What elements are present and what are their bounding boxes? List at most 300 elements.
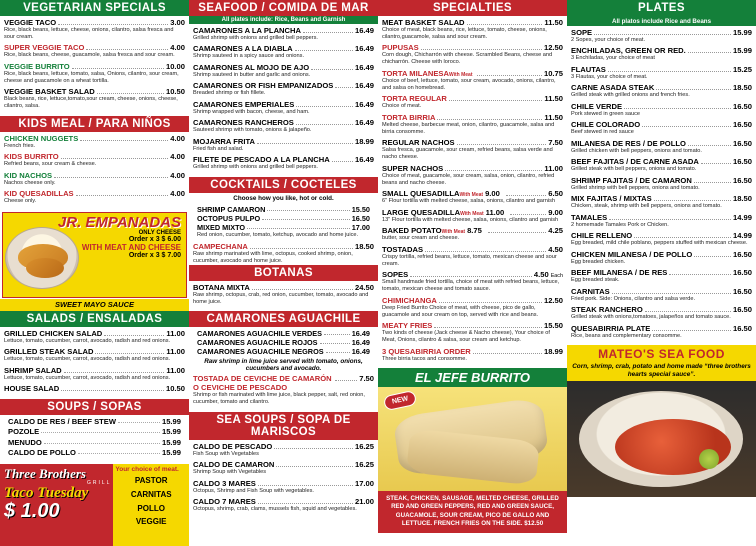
leader-dots <box>652 325 731 331</box>
item-name: CAMARONES EMPERIALES <box>193 99 295 109</box>
item-price: 18.99 <box>543 346 563 356</box>
item-price: 21.00 <box>354 497 374 507</box>
plates-items-list <box>567 26 756 345</box>
item-name: GRILLED CHICKEN SALAD <box>4 328 103 338</box>
leader-dots <box>694 177 731 183</box>
menu-item[interactable] <box>193 214 374 223</box>
with-meat-badge: With Meat <box>460 210 484 217</box>
menu-item[interactable] <box>571 157 752 173</box>
section-header-salads: SALADS / ENSALADAS <box>0 311 189 327</box>
leader-dots <box>634 232 731 238</box>
item-description: Corn dough, Chicharrón with cheese. Scrambled Beans, cheese and chicharrón. Cheese with loroco. <box>382 52 553 66</box>
leader-dots <box>97 88 164 94</box>
menu-item[interactable] <box>571 176 752 192</box>
item-description: Rice, black beans, lettuce, cheese, onions, cilantro, salsa fresca and sour cream. <box>4 27 174 40</box>
item-price: 16.49 <box>354 118 374 128</box>
item-price: 15.99 <box>161 427 181 437</box>
item-price: 16.25 <box>354 460 374 470</box>
menu-item[interactable] <box>193 497 374 513</box>
soups-items-list <box>0 415 189 462</box>
menu-item[interactable] <box>193 223 374 232</box>
with-meat-badge: With Meat <box>459 192 484 199</box>
item-price: 4.00 <box>170 189 185 199</box>
menu-item[interactable] <box>193 479 374 495</box>
item-description: Grilled shrimp with bell peppers, onions and tomato. <box>571 184 700 191</box>
menu-item[interactable] <box>193 205 374 214</box>
menu-item[interactable] <box>571 139 752 155</box>
leader-dots <box>295 45 353 51</box>
item-name: CALDO 7 MARES <box>193 497 256 507</box>
item-name: CAMARONES AGUACHILE NEGROS <box>197 347 324 357</box>
menu-item[interactable] <box>193 26 374 42</box>
vegetarian-items-list <box>0 16 189 116</box>
item-name: CAMARONES AGUACHILE VERDES <box>197 329 323 339</box>
section-header-specialties: SPECIALTIES <box>378 0 567 16</box>
leader-dots <box>54 172 168 178</box>
item-name: CAMARONES OR FISH EMPANIZADOS <box>193 81 334 91</box>
leader-dots <box>118 417 160 423</box>
menu-item[interactable] <box>571 324 752 340</box>
leader-dots <box>467 19 543 25</box>
item-name: CAMARONES AL MOJO DE AJO <box>193 62 310 72</box>
leader-dots <box>410 271 532 277</box>
taco-tuesday-title: Taco Tuesday <box>4 484 89 501</box>
menu-item[interactable] <box>193 44 374 60</box>
item-name: SOPE <box>571 28 593 37</box>
section-header-sea-soups: SEA SOUPS / SOPA DE MARISCOS <box>189 412 378 440</box>
item-name: CHICKEN MILANESA / DE POLLO <box>571 249 693 259</box>
cocktails-items-list <box>189 203 378 242</box>
leader-dots <box>61 385 164 391</box>
menu-item[interactable] <box>4 43 185 59</box>
item-price: 18.99 <box>354 136 374 146</box>
empanadas-promo[interactable] <box>2 212 187 298</box>
item-description: Refried beans, sour cream & cheese. <box>4 161 97 168</box>
item-price: 16.49 <box>354 44 374 54</box>
item-name: SUPER VEGGIE TACO <box>4 43 85 53</box>
campechana-item[interactable] <box>189 242 378 265</box>
lime-wedge-icon <box>699 449 719 469</box>
leader-dots <box>609 214 731 220</box>
menu-item[interactable] <box>571 65 752 81</box>
item-name: MIX FAJITAS / MIXTAS <box>571 194 652 204</box>
leader-dots <box>76 190 169 196</box>
section-header-seafood: SEAFOOD / COMIDA DE MAR <box>189 0 378 16</box>
menu-item[interactable] <box>4 427 185 436</box>
menu-item[interactable] <box>382 208 563 224</box>
section-header-kids-meal: KIDS MEAL / PARA NIÑOS <box>0 116 189 132</box>
leader-dots <box>506 190 546 196</box>
menu-item[interactable] <box>4 134 185 150</box>
leader-dots <box>642 121 731 127</box>
item-price: 4.50 <box>533 270 549 280</box>
menu-item[interactable] <box>382 69 563 92</box>
menu-item[interactable] <box>382 43 563 66</box>
item-name: FLAUTAS <box>571 64 606 74</box>
leader-dots <box>701 158 731 164</box>
item-description: Shrimp Soup with Vegetables <box>193 469 267 476</box>
leader-dots <box>61 153 169 159</box>
item-name: TAMALES <box>571 212 608 222</box>
menu-item[interactable] <box>4 171 185 187</box>
item-description: Grilled chicken with bell peppers, onions and tomato. <box>571 147 702 154</box>
item-name: CALDO DE PESCADO <box>193 441 273 451</box>
leader-dots <box>296 119 353 125</box>
leader-dots <box>332 156 353 162</box>
menu-item[interactable] <box>571 46 752 62</box>
item-name: VEGGIE TACO <box>4 18 57 27</box>
item-description: Rice, black beans, lettuce, tomato, salsa, Onions, cilantro, sour cream, cheese and guacamole on a wheat tortilla. <box>4 70 179 84</box>
item-price: 15.50 <box>543 321 563 331</box>
item-price: 18.50 <box>732 83 752 93</box>
item-description: Shrimp sauteed in butter and garlic and onions. <box>193 71 311 78</box>
section-header-vegetarian-specials: VEGETARIAN SPECIALS <box>0 0 189 16</box>
menu-item[interactable] <box>4 189 185 205</box>
item-description: Black beans, rice, lettuce,tomato,sour cream, cheese, onions, cheese, cilantro, salsa. <box>4 96 178 110</box>
taco-tuesday-promo[interactable] <box>0 464 189 546</box>
item-price: 4.00 <box>170 170 185 180</box>
menu-item[interactable] <box>4 87 185 110</box>
menu-item[interactable] <box>571 120 752 136</box>
leader-dots <box>656 84 731 90</box>
menu-item[interactable] <box>193 81 374 97</box>
item-description: 13" Flour tortilla with melted cheese, salsa, onions, cilantro and garnish <box>382 216 559 223</box>
item-description: Fish Soup with Vegetables <box>193 450 259 457</box>
brand-grill-label: GRILL <box>86 479 112 486</box>
item-name: 3 QUESABIRRIA ORDER <box>382 346 471 356</box>
leader-dots <box>488 227 546 233</box>
item-description: Grilled steak with onions,tomatoes, jalapeños and tomato sauce. <box>571 314 731 321</box>
salads-items-list <box>0 327 189 399</box>
item-name: SOPES <box>382 270 409 280</box>
menu-item[interactable] <box>571 231 752 247</box>
column-vegetarian-salads <box>0 0 189 527</box>
item-price: 15.99 <box>732 46 752 56</box>
item-description: Lettuce, tomato, cucumber, carrot, avocado, radish and red onions. <box>4 356 171 363</box>
menu-item[interactable] <box>193 338 374 347</box>
item-description: 3 Flautas, your choice of meat. <box>571 73 648 80</box>
item-name: CHILE COLORADO <box>571 120 641 130</box>
mateos-sea-food-description: Corn, shrimp, crab, potato and home made “three brothers hearts special sauce”. <box>567 363 756 381</box>
leader-dots <box>250 243 353 249</box>
item-description: Shrimp wrapped with bacon, cheese, and ham. <box>193 108 310 115</box>
menu-item[interactable] <box>193 442 374 458</box>
item-name: SHRIMP SALAD <box>4 365 62 375</box>
item-price: 18.50 <box>732 194 752 204</box>
cocktails-note: Choose how you like, hot or cold. <box>233 194 334 202</box>
sea-soups-items-list <box>189 440 378 519</box>
leader-dots <box>437 114 542 120</box>
item-name: MENUDO <box>8 437 42 447</box>
item-price-with-meat: 11.00 <box>485 207 505 217</box>
menu-item[interactable] <box>193 118 374 134</box>
menu-item[interactable] <box>382 94 563 110</box>
menu-item[interactable] <box>193 155 374 171</box>
item-name: BAKED POTATO <box>382 226 442 236</box>
item-name: OCTOPUS PULPO <box>197 213 261 223</box>
menu-item[interactable] <box>193 63 374 79</box>
menu-item[interactable] <box>571 250 752 266</box>
item-name: FILETE DE PESCADO A LA PLANCHA <box>193 155 330 165</box>
item-name: CALDO DE POLLO <box>8 448 76 458</box>
item-description: Three birria tacos and consomme. <box>382 355 467 362</box>
menu-item[interactable] <box>382 296 563 319</box>
item-price: 11.50 <box>544 112 563 122</box>
item-price: 16.50 <box>732 138 752 148</box>
leader-dots <box>654 195 731 201</box>
item-name: VEGGIE BASKET SALAD <box>4 87 95 97</box>
leader-dots <box>457 139 547 145</box>
item-name: CALDO 3 MARES <box>193 478 256 488</box>
menu-item[interactable] <box>571 268 752 284</box>
item-description: Cheese only. <box>4 198 37 205</box>
meat-option[interactable]: PASTOR <box>134 475 168 485</box>
item-price: 4.00 <box>170 152 185 162</box>
cocktail-shared-description: Red onion, cucumber, tomato, ketchup, avocado and home juice. <box>197 231 359 238</box>
menu-item[interactable] <box>382 226 563 242</box>
item-name: TOSTADA DE CEVICHE DE CAMARÓN O CEVICHE DE PESCADO <box>193 374 332 393</box>
item-name: KID QUESADILLAS <box>4 189 74 199</box>
leader-dots <box>86 44 168 50</box>
section-header-aguachile: CAMARONES AGUACHILE <box>189 311 378 327</box>
item-description: Two kinds of cheese (Jack cheese & Nacho cheese), Your choice of Meat, Onions, cilantro & salsa, sour cream and ketchup. <box>382 330 550 344</box>
item-price: 11.00 <box>166 347 185 357</box>
item-description: Small handmade fried tortilla, choice of meat with refried beans, lettuce, tomato, mexican cheese and tomato sauce. <box>382 279 560 293</box>
menu-item[interactable] <box>382 270 563 293</box>
sea-food-photo <box>567 381 756 497</box>
item-price: 15.25 <box>732 64 752 74</box>
taco-tuesday-price: $ 1.00 <box>4 499 60 522</box>
menu-item[interactable] <box>4 448 185 457</box>
menu-item[interactable] <box>571 287 752 303</box>
menu-item[interactable] <box>193 283 374 306</box>
leader-dots <box>41 427 160 433</box>
menu-item[interactable] <box>4 438 185 447</box>
item-name: MILANESA DE RES / DE POLLO <box>571 138 686 148</box>
item-description: Breaded shrimp or fish fillete. <box>193 90 266 97</box>
menu-item[interactable] <box>193 347 374 356</box>
item-name: CARNITAS <box>571 286 610 296</box>
item-price: 4.00 <box>170 43 185 53</box>
item-name: VEGGIE BURRITO <box>4 61 70 71</box>
item-price: 10.50 <box>165 87 185 97</box>
item-price: 10.50 <box>165 384 185 394</box>
item-price: 11.00 <box>166 365 185 375</box>
new-badge: NEW <box>383 390 418 411</box>
aguachile-note: Raw shrimp in lime juice served with tomato, onions, cucumbers and avocado. <box>204 358 363 373</box>
empanadas-title: JR. EMPANADAS <box>57 213 181 231</box>
item-name: BOTANA MIXTA <box>193 282 250 292</box>
item-price: 10.75 <box>543 68 563 78</box>
item-price: 11.00 <box>544 163 563 173</box>
leader-dots <box>257 138 353 144</box>
item-description: Pork stewed in green sauce <box>571 110 641 117</box>
item-price: 16.49 <box>351 338 370 348</box>
section-header-soups: SOUPS / SOPAS <box>0 399 189 415</box>
menu-item[interactable] <box>193 137 374 153</box>
item-name: REGULAR NACHOS <box>382 138 455 148</box>
menu-item[interactable] <box>382 347 563 363</box>
item-description: Octopus, shrimp, crab, clams, mussels fish, squid and vegetables. <box>193 506 357 513</box>
item-price: 15.99 <box>161 448 181 458</box>
menu-item[interactable] <box>193 374 374 406</box>
leader-dots <box>320 338 350 344</box>
leader-dots <box>311 64 353 70</box>
leader-dots <box>624 103 731 109</box>
item-description: 2 homemade Tamales Pork or Chicken. <box>571 221 669 228</box>
item-name: CARNE ASADA STEAK <box>571 83 655 93</box>
leader-dots <box>421 44 542 50</box>
item-price: 16.50 <box>732 305 752 315</box>
column-seafood <box>189 0 378 513</box>
menu-item[interactable] <box>4 152 185 168</box>
menu-item[interactable] <box>571 102 752 118</box>
leader-dots <box>326 347 350 353</box>
item-description: 3 Enchiladas, your choice of meat <box>571 55 655 62</box>
item-description: Raw shrimp marinated with lime, octopus, cooked shrimp, onion, cucumber, avocado and home juice. <box>193 250 353 264</box>
item-name: LARGE QUESADILLA <box>382 207 461 217</box>
menu-item[interactable] <box>4 366 185 382</box>
item-description: Grilled steak with grilled onions and french fries. <box>571 92 690 99</box>
burrito-photo <box>378 387 567 491</box>
item-name: PUPUSAS <box>382 43 419 53</box>
item-name: HOUSE SALAD <box>4 384 60 394</box>
leader-dots <box>78 448 160 454</box>
menu-item[interactable] <box>4 62 185 85</box>
leader-dots <box>247 223 350 229</box>
menu-item[interactable] <box>382 245 563 268</box>
item-description: Deep Fried Burrito Choice of meat, with cheese, pico de gallo, guacamole and sour cream on top, served with rice and beans. <box>382 304 539 318</box>
item-price: 15.99 <box>161 416 181 426</box>
menu-item[interactable] <box>571 213 752 229</box>
sweet-mayo-sauce-note: SWEET MAYO SAUCE <box>0 299 189 311</box>
item-description: Chicken, steak, shrimp with bell peppers, onions and tomato. <box>571 203 722 210</box>
meat-option[interactable]: VEGGIE <box>135 517 167 527</box>
item-price: 9.00 <box>548 207 563 217</box>
item-price: 16.50 <box>732 286 752 296</box>
taco-tuesday-left <box>0 464 113 546</box>
item-price: 16.49 <box>354 26 374 35</box>
item-price: 16.50 <box>351 213 370 223</box>
leader-dots <box>258 498 353 504</box>
menu-item[interactable] <box>4 384 185 393</box>
item-price: 6.50 <box>548 189 563 199</box>
item-description: Crispy tortilla, refried beans, lettuce, tomato, mexican cheese and sour cream. <box>382 253 557 267</box>
menu-item[interactable] <box>4 18 185 41</box>
item-name: CAMPECHANA <box>193 241 248 251</box>
item-description: French fries. <box>4 142 36 149</box>
item-price: 16.50 <box>732 120 752 130</box>
menu-item[interactable] <box>382 113 563 136</box>
item-name: BEEF FAJITAS / DE CARNE ASADA <box>571 157 699 167</box>
menu-item[interactable] <box>4 347 185 363</box>
column-plates <box>567 0 756 491</box>
item-name: CAMARONES RANCHEROS <box>193 118 294 128</box>
item-price: 10.00 <box>165 61 185 71</box>
leader-dots <box>612 288 731 294</box>
item-price: 15.99 <box>732 28 752 37</box>
menu-item[interactable] <box>4 329 185 345</box>
item-price: 16.25 <box>354 441 374 451</box>
menu-item[interactable] <box>382 164 563 187</box>
item-name: SUPER NACHOS <box>382 163 444 173</box>
meat-choice-label: Your choice of meat. <box>115 465 179 473</box>
item-name: TORTA REGULAR <box>382 94 447 104</box>
meat-option[interactable]: POLLO <box>137 503 165 513</box>
empanadas-order-cheese: Order x 3 $ 6.00 <box>128 235 181 243</box>
leader-dots <box>669 269 731 275</box>
item-description: Beef stewed in red sauce <box>571 129 634 136</box>
item-name: CAMARONES A LA DIABLA <box>193 44 293 54</box>
item-name: QUESABIRRIA PLATE <box>571 323 651 333</box>
leader-dots <box>58 19 168 25</box>
menu-item[interactable] <box>382 138 563 161</box>
with-meat-badge: With Meat <box>441 229 466 236</box>
leader-dots <box>477 70 542 76</box>
item-description: Fried fish and salad. <box>193 145 244 152</box>
menu-item[interactable] <box>571 28 752 44</box>
item-price: 14.99 <box>732 212 752 222</box>
item-description: Lettuce, tomato, cucumber, carrot, avocado, radish and red onions. <box>4 337 171 344</box>
menu-item[interactable] <box>382 189 563 205</box>
item-name: MOJARRA FRITA <box>193 136 256 146</box>
leader-dots <box>262 214 350 220</box>
leader-dots <box>608 66 731 72</box>
menu-item[interactable] <box>193 100 374 116</box>
leader-dots <box>449 95 543 101</box>
seafood-subtitle: All plates include: Rice, Beans and Garnish <box>189 16 378 24</box>
menu-item[interactable] <box>571 305 752 321</box>
item-name: CALDO DE CAMARON <box>193 460 275 470</box>
item-price: 12.50 <box>543 43 563 53</box>
item-price: 4.00 <box>170 133 185 143</box>
item-name: ENCHILADAS, GREEN OR RED. <box>571 46 686 56</box>
item-name: CHILE VERDE <box>571 101 623 111</box>
item-description: 6" Flour tortilla with melted cheese, salsa, onions, cilantro and garnish <box>382 198 555 205</box>
item-price: 16.49 <box>354 155 374 165</box>
item-price: 7.50 <box>359 374 374 384</box>
item-name: MEAT BASKET SALAD <box>382 18 465 27</box>
item-price: 16.49 <box>354 81 374 91</box>
item-price: 16.49 <box>354 62 374 72</box>
leader-dots <box>434 322 542 328</box>
leader-dots <box>303 27 353 33</box>
menu-item[interactable] <box>193 329 374 338</box>
leader-dots <box>72 63 164 69</box>
leader-dots <box>267 205 349 211</box>
menu-item[interactable] <box>571 194 752 210</box>
menu-item[interactable] <box>571 83 752 99</box>
item-description: Lettuce, tomato, cucumber, carrot, avocado, radish and red onions. <box>4 374 171 381</box>
item-description: Sauteed shrimp with tomato, onions & jalapeño. <box>193 127 312 134</box>
menu-item[interactable] <box>382 321 563 344</box>
item-description: Grilled shrimp with onions and grilled bell peppers. <box>193 35 318 41</box>
item-price: 16.49 <box>354 99 374 109</box>
item-name: STEAK RANCHERO <box>571 305 643 315</box>
menu-item[interactable] <box>193 460 374 476</box>
leader-dots <box>645 306 731 312</box>
menu-item[interactable] <box>4 417 185 426</box>
item-name: SMALL QUESADILLA <box>382 189 460 199</box>
leader-dots <box>276 461 353 467</box>
meat-option[interactable]: CARNITAS <box>130 489 172 499</box>
leader-dots <box>258 480 353 486</box>
item-price: 7.50 <box>548 138 563 148</box>
menu-item[interactable] <box>382 18 563 41</box>
item-name: BEEF MILANESA / DE RES <box>571 268 668 278</box>
item-price: 14.99 <box>732 231 752 241</box>
item-description: Shrimp or fish marinated with lime juice, black pepper, salt, red onion, cucumber, tomato and cilantro. <box>193 392 365 406</box>
